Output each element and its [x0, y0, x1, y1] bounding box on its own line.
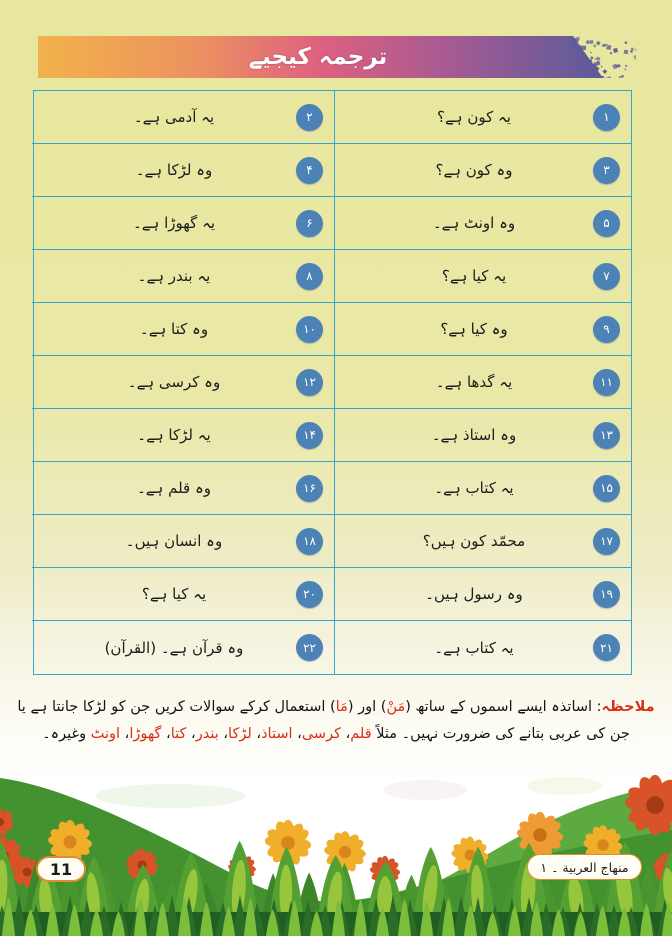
- exercise-cell-۱۷: [334, 515, 631, 568]
- note-text-segment: ،: [186, 725, 196, 742]
- note-text-segment: کتا: [170, 725, 187, 742]
- note-text-segment: قلم: [350, 725, 372, 742]
- item-number-badge: ۱۴: [296, 422, 323, 449]
- item-number-badge: ۱۷: [593, 528, 620, 555]
- urdu-phrase: محمّد کون ہیں؟: [422, 532, 526, 550]
- urdu-phrase: وہ لڑکا ہے۔: [135, 161, 213, 179]
- page-number: 11: [49, 859, 73, 879]
- urdu-phrase: یہ آدمی ہے۔: [133, 108, 215, 126]
- item-number-badge: ۳: [593, 157, 620, 184]
- note-text-segment: بندر: [195, 725, 219, 742]
- note-text-segment: مَنْ: [386, 699, 406, 715]
- item-number-badge: ۱۵: [593, 475, 620, 502]
- exercise-cell-۴: [32, 144, 334, 197]
- urdu-phrase: یہ لڑکا ہے۔: [137, 426, 211, 444]
- exercise-cell-۲۲: [32, 621, 334, 674]
- exercise-cell-۲۰: [32, 568, 334, 621]
- note-text-segment: لڑکا: [228, 725, 252, 742]
- title-banner: [38, 36, 636, 78]
- bleed-ghost: [527, 777, 603, 795]
- note-text-segment: ،: [218, 725, 229, 742]
- exercise-table: [33, 90, 632, 675]
- item-number-badge: ۱۲: [296, 369, 323, 396]
- exercise-cell-۱۳: [334, 409, 631, 462]
- exercise-cell-۲: [32, 91, 334, 144]
- urdu-phrase: وہ کیا ہے؟: [440, 320, 508, 338]
- item-number-badge: ۷: [593, 263, 620, 290]
- book-title-badge: [527, 854, 642, 880]
- note-text-segment: ،: [340, 725, 351, 742]
- note-text-segment: استاذ: [261, 725, 293, 742]
- note-label: ملاحظہ: [601, 699, 655, 715]
- exercise-cell-۵: [334, 197, 631, 250]
- item-number-badge: ۱۱: [593, 369, 620, 396]
- item-number-badge: ۱: [593, 104, 620, 131]
- exercise-cell-۱۰: [32, 303, 334, 356]
- page-number-badge: [36, 856, 86, 882]
- page-title: ترجمہ کیجیے: [248, 44, 388, 70]
- note-text-segment: کرسی: [301, 725, 341, 742]
- item-number-badge: ۸: [296, 263, 323, 290]
- urdu-phrase: یہ کیا ہے؟: [441, 267, 507, 285]
- exercise-cell-۱: [334, 91, 631, 144]
- urdu-phrase: یہ کتاب ہے۔: [434, 479, 514, 497]
- exercise-cell-۱۴: [32, 409, 334, 462]
- exercise-cell-۹: [334, 303, 631, 356]
- exercise-cell-۱۲: [32, 356, 334, 409]
- exercise-cell-۱۶: [32, 462, 334, 515]
- urdu-phrase: یہ بندر ہے۔: [137, 267, 211, 285]
- teacher-note: [14, 694, 658, 748]
- note-text-segment: ) استعمال کرکے سوالات کریں جن کو لڑکا جانتا ہے یا جن کی عربی بتانے کی ضرورت نہیں۔ مثلاً: [17, 699, 630, 742]
- urdu-phrase: وہ اونٹ ہے۔: [432, 214, 516, 232]
- urdu-phrase: یہ کون ہے؟: [437, 108, 511, 126]
- note-text-segment: ،: [120, 725, 130, 742]
- exercise-cell-۱۵: [334, 462, 631, 515]
- item-number-badge: ۱۶: [296, 475, 323, 502]
- note-text-segment: گھوڑا: [129, 725, 162, 742]
- book-title: منهاج العربية ۔ ۱: [540, 859, 629, 875]
- urdu-phrase: یہ گھوڑا ہے۔: [132, 214, 216, 232]
- item-number-badge: ۲: [296, 104, 323, 131]
- item-number-badge: ۱۸: [296, 528, 323, 555]
- item-number-badge: ۲۱: [593, 634, 620, 661]
- urdu-phrase: یہ گدھا ہے۔: [435, 373, 513, 391]
- urdu-phrase: وہ قرآن ہے۔ (القرآن): [104, 638, 244, 657]
- bleed-ghost: [383, 780, 467, 800]
- item-number-badge: ۱۹: [593, 581, 620, 608]
- item-number-badge: ۵: [593, 210, 620, 237]
- item-number-badge: ۶: [296, 210, 323, 237]
- urdu-phrase: وہ کرسی ہے۔: [127, 373, 221, 391]
- note-text-segment: ) اور (: [347, 699, 387, 715]
- exercise-cell-۶: [32, 197, 334, 250]
- exercise-cell-۲۱: [334, 621, 631, 674]
- note-text-segment: وغیرہ۔: [42, 725, 91, 742]
- item-number-badge: ۲۰: [296, 581, 323, 608]
- exercise-cell-۸: [32, 250, 334, 303]
- urdu-phrase: وہ استاذ ہے۔: [431, 426, 517, 444]
- note-text-segment: : اساتذہ ایسے اسموں کے ساتھ (: [405, 699, 602, 715]
- meadow-illustration: [0, 756, 672, 936]
- urdu-phrase: وہ قلم ہے۔: [136, 479, 212, 497]
- urdu-phrase: وہ کون ہے؟: [435, 161, 513, 179]
- urdu-phrase: یہ کیا ہے؟: [141, 585, 207, 603]
- exercise-cell-۱۸: [32, 515, 334, 568]
- note-text-segment: ،: [161, 725, 171, 742]
- item-number-badge: ۱۰: [296, 316, 323, 343]
- urdu-phrase: وہ انسان ہیں۔: [125, 532, 223, 550]
- exercise-cell-۱۱: [334, 356, 631, 409]
- urdu-phrase: وہ کتا ہے۔: [139, 320, 209, 338]
- note-text-segment: مَا: [335, 699, 348, 715]
- urdu-phrase: یہ کتاب ہے۔: [434, 638, 514, 657]
- urdu-phrase: وہ رسول ہیں۔: [425, 585, 523, 603]
- note-text-segment: اونٹ: [90, 725, 121, 742]
- item-number-badge: ۱۳: [593, 422, 620, 449]
- item-number-badge: ۴: [296, 157, 323, 184]
- bleed-ghost: [95, 784, 245, 808]
- note-text-segment: ،: [251, 725, 262, 742]
- exercise-cell-۳: [334, 144, 631, 197]
- item-number-badge: ۹: [593, 316, 620, 343]
- note-text-segment: ،: [292, 725, 302, 742]
- item-number-badge: ۲۲: [296, 634, 323, 661]
- exercise-cell-۷: [334, 250, 631, 303]
- exercise-cell-۱۹: [334, 568, 631, 621]
